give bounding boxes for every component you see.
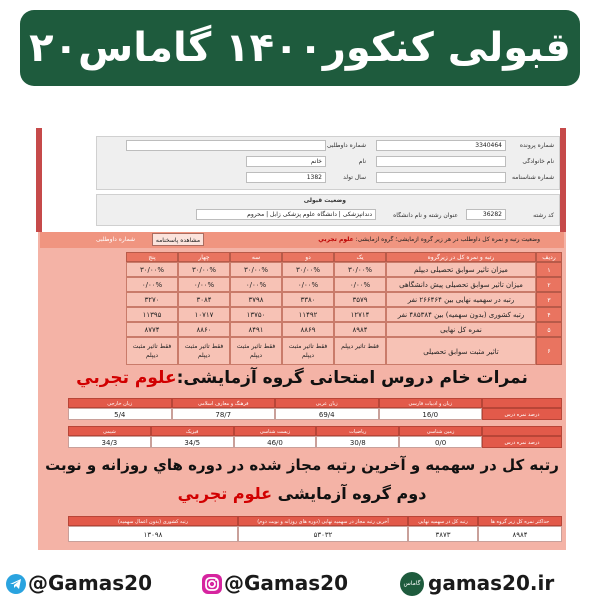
rank-cell: ۰/۰۰%: [282, 277, 334, 292]
first-name-label: نام: [358, 158, 366, 165]
rank-cell: ۱۲۷۱۴: [334, 307, 386, 322]
instagram-icon: [202, 574, 222, 594]
rank-cell: فقط تاثیر مثبت دیپلم: [178, 337, 230, 365]
score-row-label: درصد نمره درس: [482, 408, 562, 420]
last-name-value: [376, 156, 506, 167]
birth-year-label: سال تولد: [343, 174, 366, 181]
field-value: دندانپزشکی | دانشگاه علوم پزشکی زابل | محروم: [196, 209, 376, 220]
score-header: فرهنگ و معارف اسلامی: [172, 398, 276, 408]
right-red-border: [560, 128, 566, 232]
rank-header-col: سه: [230, 252, 282, 262]
national-code-label: شماره داوطلبی: [326, 142, 366, 149]
final-header: رتبه کل در سهمیه نهایی: [408, 516, 478, 526]
score-header: زمین شناسی: [399, 426, 482, 436]
rank-header-col: یک: [334, 252, 386, 262]
score-header-label: [482, 426, 562, 436]
final-header: حداکثر نمره کل زیر گروه ها: [478, 516, 562, 526]
file-no-value: 3340464: [376, 140, 506, 151]
national-code-value: [126, 140, 326, 151]
rank-cell: فقط تاثیر دیپلم: [334, 337, 386, 365]
final-value: ۳۸۷۳: [408, 526, 478, 542]
rank-row-label: میزان تاثیر سوابق تحصیلی پیش دانشگاهی: [386, 277, 536, 292]
score-value: 34/3: [68, 436, 151, 448]
rank-cell: ۰/۰۰%: [126, 277, 178, 292]
rank-cell: ۳۷۹۸: [230, 292, 282, 307]
code-value: 36282: [466, 209, 506, 220]
page-title: قبولی کنکور۱۴۰۰ گاماس۲۰: [29, 25, 571, 71]
cert-label: شماره شناسنامه: [511, 174, 554, 181]
rank-header-col: دو: [282, 252, 334, 262]
rank-cell: فقط تاثیر مثبت دیپلم: [282, 337, 334, 365]
score-value: 16/0: [379, 408, 483, 420]
results-header-text: وضعیت رتبه و نمره کل داوطلب در هر زیر گروه آزمایشی؛ گروه آزمایشی: علوم تجربي: [318, 236, 540, 243]
final-header: رتبه کشوری (بدون اعمال سهمیه): [68, 516, 238, 526]
rank-row-label: رتبه در سهمیه نهایی بین ۲۶۶۴۶۴ نفر: [386, 292, 536, 307]
rank-row-number: ۱: [536, 262, 562, 277]
final-header: آخرین رتبه مجاز در سهمیه نهایی (دوره های روزانه و نوبت دوم): [238, 516, 408, 526]
rank-cell: ۱۱۳۹۵: [126, 307, 178, 322]
first-name-value: خانم: [246, 156, 326, 167]
telegram-icon: [6, 574, 26, 594]
score-header: فیزیک: [151, 426, 234, 436]
rank-cell: ۳۰۸۴: [178, 292, 230, 307]
rank-header-desc: رتبه و نمره کل در زیرگروه: [386, 252, 536, 262]
final-value: ۸۹۸۴: [478, 526, 562, 542]
code-label: کد رشته: [533, 212, 554, 219]
website-link[interactable]: gamas20.ir: [428, 571, 555, 595]
rank-cell: ۰/۰۰%: [230, 277, 282, 292]
rank-cell: ۳۰/۰۰%: [178, 262, 230, 277]
rank-cell: ۸۴۹۱: [230, 322, 282, 337]
score-header-label: [482, 398, 562, 408]
score-value: 46/0: [234, 436, 317, 448]
rank-row-label: میزان تاثیر سوابق تحصیلی دیپلم: [386, 262, 536, 277]
cert-value: [376, 172, 506, 183]
rank-cell: ۸۸۶۹: [282, 322, 334, 337]
final-value: ۵۳۰۳۲: [238, 526, 408, 542]
score-header: زبان خارجی: [68, 398, 172, 408]
rank-cell: ۳۲۷۰: [126, 292, 178, 307]
score-value: 69/4: [275, 408, 379, 420]
rank-heading-line2: دوم گروه آزمایشی علوم تجربي: [177, 484, 427, 503]
score-value: 5/4: [68, 408, 172, 420]
score-header: شیمی: [68, 426, 151, 436]
birth-year-value: 1382: [246, 172, 326, 183]
rank-cell: ۱۰۷۱۷: [178, 307, 230, 322]
rank-cell: ۰/۰۰%: [178, 277, 230, 292]
candidate-label: شماره داوطلبی: [96, 236, 136, 243]
rank-header-row-col: ردیف: [536, 252, 562, 262]
left-red-border: [36, 128, 42, 232]
rank-cell: ۸۷۷۴: [126, 322, 178, 337]
raw-scores-heading: نمرات خام دروس امتحانی گروه آزمایشی:علوم تجربي: [76, 368, 528, 388]
rank-row-number: ۶: [536, 337, 562, 365]
file-no-label: شماره پرونده: [519, 142, 554, 149]
rank-header-col: پنج: [126, 252, 178, 262]
rank-cell: ۳۰/۰۰%: [230, 262, 282, 277]
rank-row-number: ۵: [536, 322, 562, 337]
score-header: ریاضیات: [316, 426, 399, 436]
rank-cell: ۳۳۸۰: [282, 292, 334, 307]
rank-cell: فقط تاثیر مثبت دیپلم: [230, 337, 282, 365]
rank-cell: ۱۳۷۵۰: [230, 307, 282, 322]
rank-cell: ۳۵۷۹: [334, 292, 386, 307]
last-name-label: نام خانوادگی: [522, 158, 554, 165]
field-label: عنوان رشته و نام دانشگاه: [393, 212, 458, 219]
rank-cell: ۰/۰۰%: [334, 277, 386, 292]
rank-cell: ۳۰/۰۰%: [282, 262, 334, 277]
score-value: 34/5: [151, 436, 234, 448]
score-value: 30/8: [316, 436, 399, 448]
rank-cell: ۳۰/۰۰%: [126, 262, 178, 277]
score-header: زبان عربی: [275, 398, 379, 408]
rank-row-label: نمره کل نهایی: [386, 322, 536, 337]
instagram-handle[interactable]: @Gamas20: [224, 571, 348, 595]
rank-cell: ۸۹۸۴: [334, 322, 386, 337]
telegram-handle[interactable]: @Gamas20: [28, 571, 152, 595]
score-header: زیست شناسی: [234, 426, 317, 436]
score-value: 0/0: [399, 436, 482, 448]
rank-row-number: ۳: [536, 292, 562, 307]
view-answer-sheet-button[interactable]: مشاهده پاسخنامه: [152, 233, 204, 246]
rank-heading-line1: رتبه کل در سهمیه و آخرین رتبه مجاز شده در دوره هاي روزانه و نوبت: [45, 456, 559, 474]
rank-row-label: تاثیر مثبت سوابق تحصیلی: [386, 337, 536, 365]
score-value: 78/7: [172, 408, 276, 420]
final-value: ۱۳۰۹۸: [68, 526, 238, 542]
rank-cell: ۸۸۶۰: [178, 322, 230, 337]
rank-row-number: ۴: [536, 307, 562, 322]
score-header: زبان و ادبیات فارسی: [379, 398, 483, 408]
score-row-label: درصد نمره درس: [482, 436, 562, 448]
rank-row-number: ۲: [536, 277, 562, 292]
status-title: وضعیت قبولی: [303, 197, 346, 204]
rank-cell: ۱۱۴۹۲: [282, 307, 334, 322]
rank-cell: فقط تاثیر مثبت دیپلم: [126, 337, 178, 365]
rank-cell: ۳۰/۰۰%: [334, 262, 386, 277]
rank-row-label: رتبه کشوری (بدون سهمیه) بین ۴۸۵۳۸۴ نفر: [386, 307, 536, 322]
rank-header-col: چهار: [178, 252, 230, 262]
site-logo-icon: گاماس: [400, 572, 424, 596]
